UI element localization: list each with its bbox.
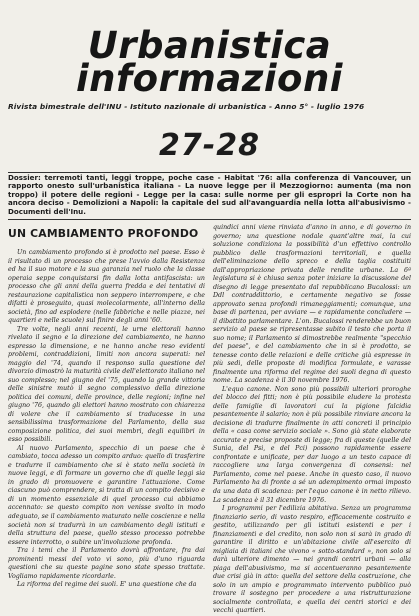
paragraph: Un cambiamento profondo si è prodotto nel paese. Esso è il risultato di un processo che prese l'avvio dalla Resistenza ed ha il suo motore e la sua garanzia nel ruolo che la classe operaia seppe conquistarsi fin dalla lotta antifascista: un processo che gli anni della guerra fredda e dei tentativi di restaurazione capitalistica non seppero interrompere, e che difatti è proseguito, quasi molecolarmente, all'interno della società, fino ad esplodere (nelle fabbriche e nelle piazze, nei quartieri e nelle scuole) sul finire degli anni '60. bbox=[8, 249, 205, 325]
contents-summary: Dossier: terremoti tanti, leggi troppe, poche case - Habitat '76: alla conferenza di Vancouver, un rapporto onesto sull'urbanistica italiana - La nuove legge per il Mezzogiorno: aumenta (ma non troppo) il potere delle regioni - Legge per la casa: sulle norme per gli espropri la Corte non ha ancora deciso - Demolizioni a Napoli: la capitale del sud all'avanguardia nella lotta all'abusivismo - Documenti dell'Inu. bbox=[8, 173, 411, 216]
paragraph: Tra i temi che il Parlamento dovrà affrontare, fra dai prominenti messi del voto vi sono, più d'uno riguarda questioni che su queste pagine sono state spesso trattate. Vogliamo rapidamente ricordarle. bbox=[8, 547, 205, 580]
masthead-subtitle: Rivista bimestrale dell'INU - Istituto nazionale di urbanistica - Anno 5° - luglio 1976 bbox=[8, 102, 365, 111]
paragraph: La riforma del regime dei suoli. E' una questione che da bbox=[17, 581, 197, 589]
article-column-right bbox=[213, 224, 411, 615]
article-headline: UN CAMBIAMENTO PROFONDO bbox=[8, 227, 199, 240]
paragraph: Tre volte, negli anni recenti, le urne elettorali hanno rivelato il segno e la direzione del cambiamento, ne hanno espresso la dimensione, e ne hanno anche reso evidenti problemi, contraddizioni, limiti non ancora superati: nel maggio del '74, quando il responso sulla questione del divorzio dimostrò la maturità civile dell'elettorato italiano nel suo complesso; nel giugno del '75, quando la grande vittoria delle sinistre mutò il segno complessivo della direzione politica dei comuni, delle province, delle regioni; infine nel giugno '76, quando gli elettori hanno mostrato con chiarezza di volere che il cambiamento si traducesse in una sensibilissima trasformazione del Parlamento, della sua composizione politica, dei suoi membri, degli equilibri in esso possibili. bbox=[8, 325, 205, 444]
article-column-left bbox=[8, 249, 205, 595]
paragraph: I programmi per l'edilizia abitativa. Senza un programma finanziario serio, di vasto respiro, efficacemente costruito e gestito, utilizzando per gli istituti esistenti e per i finanziamenti e del credito, non solo non si sarà in grado di garantire il diritto e un'abitazione civile all'esercito di migliaia di italiani che vivono « sotto-standard », non solo si darà ulteriore dimento — nei grandi centri urbani — alla piaga dell'abusivismo, ma si accentueranno pesantemente due crisi già in atto: quella del settore della costruzione, che solo in un ampio e programmato intervento pubblico può trovare il sostegno per procedere a una ristrutturazione socialmente controllata, e quella dei centri storici e dei vecchi quartieri. bbox=[213, 505, 411, 615]
masthead-title-line2: informazioni bbox=[76, 57, 343, 100]
paragraph: L'equo canone. Non sono più possibili ulteriori proroghe del blocco dei fitti; non è più possibile eludere la protesta delle famiglie di lavoratori cui la pigione falcidia pesantemente il salario; non è più possibile rinviare ancora la decisione di tradurre finalmente in atti concreti il principio della « casa come servizio sociale ». Sono già state elaborate accurate e precise proposte di legge; fra di queste (quelle del Sunia, del Psi, e del Pci) possono rapidamente essere confrontate e unificate, per dar luogo a un testo capace di raccogliere una larga convergenza di consensi: nel Parlamento, come nel paese. Anche in questo caso, il nuovo Parlamento ha di fronte a sé un adempimento ormai imposto da una data di scadenza: per l'equo canone è in netto rilievo. La scadenza è il 31 dicembre 1976. bbox=[213, 385, 411, 504]
divider-bottom bbox=[8, 219, 411, 220]
paragraph: Al nuovo Parlamento, specchio di un paese che è cambiato, tocca adesso un compito arduo: quello di trasferire e tradurre il cambiamento che si è stato nella società in nuove leggi, e di formare un governo che di quelle leggi sia in grado di promuovere e garantire l'attuazione. Come ciascuno può comprendere, si tratta di un compito decisivo e di un momento essenziale di quel processo cui abbiamo accennato: se questo compito non venisse svolto in modo adeguato, se il cambiamento maturato nelle coscienze e nella società non si tradurrà in un cambiamento degli istituti e della struttura del paese, quello stesso processo potrebbe essere interrotto, o subire un'involuzione profonda. bbox=[8, 444, 205, 546]
paragraph: quindici anni viene rinviata d'anno in anno, e di governo in governo; una questione nodale quant'altre mai, la cui soluzione condiziona la possibilità d'un effettivo controllo pubblico delle trasformazioni territoriali, e quella dell'eliminazione dello spreco e della taglia costituiti dall'appropriazione privata delle rendite urbane. La 6ª legislatura si è chiusa senza poter iniziare la discussione del disegno di legge presentato dal repubblicano Bucalossi: un Ddl contraddittorio, e certamente negativo se fosse approvato senza profondi rimaneggiamenti; comunque, una base di partenza, per avviare — e rapidamente concludere — il dibattito parlamentare. L'on. Bucalossi renderebbe un buon servizio al paese se ripresentasse subito il testo che porta il suo nome; il Parlamento si dimostrebbe realmente "specchio del paese", e del cambiamento che in si è prodotto, se tenesse conto delle relazioni e delle critiche già espresse in più sedi, delle proposte di modifica formulate, e varasse finalmente una riforma del regime dei suoli degna di questo nome. La scadenza è il 30 novembre 1976. bbox=[213, 224, 411, 385]
divider-top bbox=[8, 172, 411, 173]
masthead-title-line1: Urbanistica bbox=[87, 24, 332, 67]
issue-number: 27-28 bbox=[159, 128, 260, 163]
